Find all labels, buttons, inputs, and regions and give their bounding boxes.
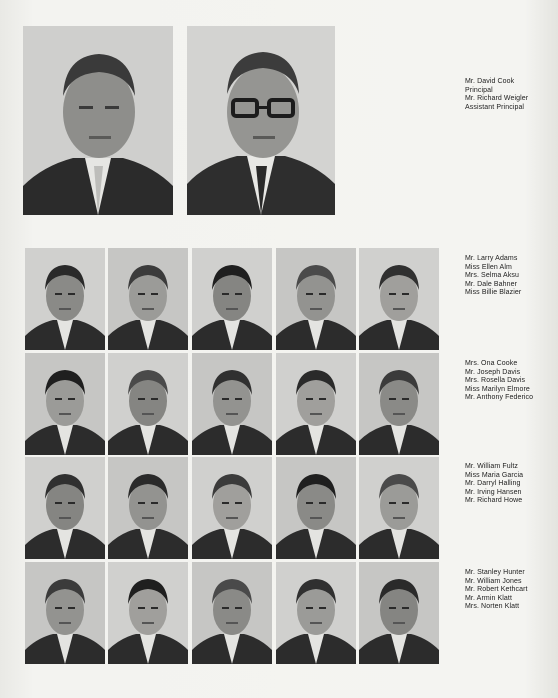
faculty-row-1-caption (465, 255, 557, 298)
faculty-portrait-mr-anthony-federico (359, 353, 439, 455)
faculty-portrait-mrs-ona-cooke (25, 353, 105, 455)
caption-line: Mr. David Cook (465, 78, 515, 85)
faculty-portrait-miss-maria-garcia (108, 457, 188, 559)
portrait-david-cook (23, 26, 173, 215)
faculty-portrait-miss-billie-blazier (359, 248, 439, 350)
caption-line: Principal (465, 86, 493, 94)
faculty-portrait-miss-marilyn-elmore (276, 353, 356, 455)
caption-name: Miss Marilyn Elmore (465, 385, 530, 393)
caption-name: Mr. Joseph Davis (465, 368, 521, 376)
caption-name: Mrs. Selma Aksu (465, 272, 520, 280)
caption-name: Miss Billie Blazier (465, 289, 522, 297)
portrait-richard-weigler (187, 26, 335, 215)
caption-name: Mr. Robert Kethcart (465, 586, 528, 594)
caption-name: Mrs. Ona Cooke (465, 360, 518, 367)
caption-name: Miss Maria Garcia (465, 471, 524, 479)
caption-name: Mr. Larry Adams (465, 255, 518, 262)
faculty-portrait-mr-larry-adams (25, 248, 105, 350)
caption-name: Mr. Dale Bahner (465, 280, 518, 288)
faculty-row-4-caption (465, 569, 557, 612)
faculty-portrait-miss-ellen-alm (108, 248, 188, 350)
caption-name: Mrs. Rosella Davis (465, 377, 526, 385)
faculty-portrait-mr-dale-bahner (276, 248, 356, 350)
caption-name: Miss Ellen Alm (465, 263, 512, 271)
caption-line: Mr. Richard Weigler (465, 95, 529, 103)
faculty-row-2-caption (465, 360, 557, 403)
caption-name: Mr. Richard Howe (465, 497, 523, 505)
faculty-portrait-mr-armin-klatt (276, 562, 356, 664)
faculty-portrait-mr-joseph-davis (108, 353, 188, 455)
caption-line: Assistant Principal (465, 103, 525, 111)
caption-name: Mr. Anthony Federico (465, 394, 534, 402)
faculty-portrait-mrs-selma-aksu (192, 248, 272, 350)
faculty-portrait-mrs-rosella-davis (192, 353, 272, 455)
caption-name: Mr. Irving Hansen (465, 488, 522, 496)
faculty-portrait-mr-william-fultz (25, 457, 105, 559)
caption-name: Mr. Darryl Halling (465, 480, 521, 488)
administration-caption (465, 78, 557, 112)
faculty-portrait-mr-richard-howe (359, 457, 439, 559)
caption-name: Mr. Armin Klatt (465, 594, 513, 602)
faculty-portrait-mr-stanley-hunter (25, 562, 105, 664)
faculty-portrait-mr-darryl-halling (192, 457, 272, 559)
caption-name: Mr. William Jones (465, 577, 522, 585)
caption-name: Mr. William Fultz (465, 463, 519, 470)
caption-name: Mr. Stanley Hunter (465, 569, 525, 576)
caption-name: Mrs. Norten Klatt (465, 603, 520, 611)
faculty-portrait-mr-irving-hansen (276, 457, 356, 559)
faculty-portrait-mrs-norten-klatt (359, 562, 439, 664)
faculty-row-3-caption (465, 463, 557, 506)
faculty-portrait-mr-robert-kethcart (192, 562, 272, 664)
faculty-portrait-mr-william-jones (108, 562, 188, 664)
